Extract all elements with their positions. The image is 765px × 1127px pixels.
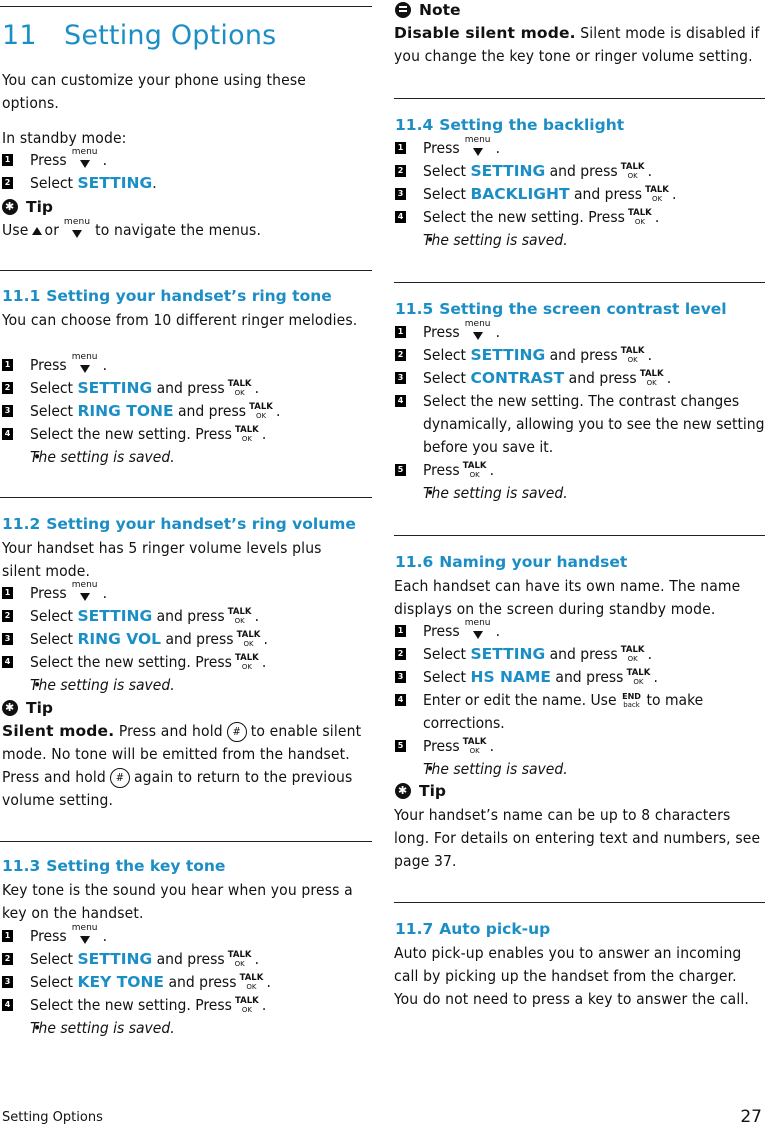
saved-note: • The setting is saved.: [0, 1017, 372, 1040]
menu-key-icon: menu: [70, 584, 100, 604]
section-11-3-steps: [0, 922, 372, 1040]
talk-ok-key-icon: TALK OK: [620, 161, 645, 180]
talk-ok-key-icon: TALK OK: [235, 424, 259, 443]
section-rule: [394, 282, 765, 283]
step: 2 Select SETTING and press TALK OK .: [393, 160, 765, 183]
section-11-6-tip-heading: ✱ Tip: [395, 782, 446, 800]
chapter-number: 11: [2, 20, 37, 51]
note-icon: [395, 2, 411, 18]
section-11-1-desc: You can choose from 10 different ringer melodies.: [2, 311, 358, 329]
step: 1 Press menu .: [393, 620, 765, 643]
section-11-7-desc: Auto pick-up enables you to answer an incoming call by picking up the handset from the charger. You do not need to press a key to answer the call.: [394, 944, 749, 1008]
talk-ok-key-icon: TALK OK: [645, 184, 669, 203]
step: 2 Select SETTING and press TALK OK .: [0, 948, 372, 971]
talk-ok-key-icon: TALK OK: [235, 995, 259, 1014]
saved-note: • The setting is saved.: [393, 229, 765, 252]
section-rule: [394, 98, 765, 99]
section-11-5-title: 11.5 Setting the screen contrast level: [395, 300, 727, 318]
section-rule: [394, 902, 765, 903]
talk-ok-key-icon: TALK OK: [628, 207, 652, 226]
note-text: Disable silent mode. Silent mode is disabled if you change the key tone or ringer volume setting.: [394, 24, 760, 65]
section-11-3-title: 11.3 Setting the key tone: [2, 857, 226, 875]
menu-key-icon: menu: [463, 139, 493, 159]
tip-icon: [395, 783, 411, 799]
saved-note: • The setting is saved.: [393, 482, 765, 505]
up-arrow-icon: [32, 227, 42, 235]
footer-section-name: Setting Options: [2, 1110, 103, 1125]
saved-note: • The setting is saved.: [393, 758, 765, 781]
section-11-7-title: 11.7 Auto pick-up: [395, 920, 551, 938]
step: 4 Select the new setting. Press TALK OK .: [393, 206, 765, 229]
section-rule: [394, 535, 765, 536]
hash-key-icon: #: [110, 768, 130, 788]
talk-ok-key-icon: TALK OK: [249, 401, 273, 420]
chapter-rule: [0, 6, 372, 7]
section-11-2-tip-text: Silent mode. Press and hold # to enable silent mode. No tone will be emitted from the handset. Press and hold # again to return to the previous volume setting.: [2, 722, 362, 809]
intro-steps: [0, 146, 372, 195]
section-11-2-title: 11.2 Setting your handset’s ring volume: [2, 515, 356, 533]
section-11-3-desc: Key tone is the sound you hear when you press a key on the handset.: [2, 881, 353, 922]
step: 5 Press TALK OK .: [393, 735, 765, 758]
section-11-2-steps: [0, 579, 372, 697]
talk-ok-key-icon: TALK OK: [462, 736, 487, 755]
talk-ok-key-icon: TALK OK: [227, 378, 252, 397]
section-11-1-steps: [0, 351, 372, 469]
talk-ok-key-icon: TALK OK: [235, 652, 259, 671]
step: 5 Press TALK OK .: [393, 459, 765, 482]
standby-label: In standby mode:: [2, 129, 127, 147]
section-11-6-title: 11.6 Naming your handset: [395, 553, 628, 571]
section-rule: [0, 841, 372, 842]
talk-ok-key-icon: TALK OK: [462, 460, 487, 479]
menu-key-icon: menu: [463, 622, 493, 642]
section-11-1-title: 11.1 Setting your handset’s ring tone: [2, 287, 332, 305]
menu-key-icon: menu: [70, 927, 100, 947]
section-11-2-tip-heading: ✱ Tip: [2, 699, 53, 717]
intro-step-2: 2 Select SETTING.: [0, 172, 372, 195]
saved-note: • The setting is saved.: [0, 446, 372, 469]
step: 1 Press menu .: [393, 137, 765, 160]
menu-key-icon: menu: [70, 151, 100, 171]
section-11-4-title: 11.4 Setting the backlight: [395, 116, 625, 134]
talk-ok-key-icon: TALK OK: [626, 667, 651, 686]
step: 3 Select RING TONE and press TALK OK .: [0, 400, 372, 423]
menu-key-icon: menu: [62, 221, 92, 241]
menu-key-icon: menu: [463, 323, 493, 343]
step: 2 Select SETTING and press TALK OK .: [0, 605, 372, 628]
step: 1 Press menu .: [0, 354, 372, 377]
step: 1 Press menu .: [0, 925, 372, 948]
chapter-title-text: Setting Options: [64, 20, 277, 51]
hash-key-icon: #: [227, 722, 247, 742]
step: 3 Select CONTRAST and press TALK OK .: [393, 367, 765, 390]
step: 4 Select the new setting. The contrast changes dynamically, allowing you to see the new setting before you save it.: [393, 390, 765, 459]
step: 3 Select HS NAME and press TALK OK .: [393, 666, 765, 689]
intro-tip-heading: ✱ Tip: [2, 198, 53, 216]
step: 3 Select KEY TONE and press TALK OK .: [0, 971, 372, 994]
step: 4 Select the new setting. Press TALK OK .: [0, 994, 372, 1017]
step: 4 Select the new setting. Press TALK OK .: [0, 651, 372, 674]
talk-ok-key-icon: TALK OK: [639, 368, 664, 387]
step: 2 Select SETTING and press TALK OK .: [0, 377, 372, 400]
step: 4 Select the new setting. Press TALK OK .: [0, 423, 372, 446]
talk-ok-key-icon: TALK OK: [620, 345, 645, 364]
intro-step-1: 1 Press menu .: [0, 149, 372, 172]
saved-note: • The setting is saved.: [0, 674, 372, 697]
chapter-title: [2, 20, 276, 51]
step: 3 Select BACKLIGHT and press TALK OK .: [393, 183, 765, 206]
step: 4 Enter or edit the name. Use END back to make corrections.: [393, 689, 765, 735]
end-back-key-icon: END back: [622, 691, 641, 709]
talk-ok-key-icon: TALK OK: [239, 972, 264, 991]
step: 1 Press menu .: [0, 582, 372, 605]
step: 3 Select RING VOL and press TALK OK .: [0, 628, 372, 651]
talk-ok-key-icon: TALK OK: [236, 629, 261, 648]
talk-ok-key-icon: TALK OK: [620, 644, 645, 663]
menu-key-icon: menu: [70, 356, 100, 376]
step: 1 Press menu .: [393, 321, 765, 344]
step: 2 Select SETTING and press TALK OK .: [393, 643, 765, 666]
section-11-6-steps: [393, 617, 765, 781]
intro-tip-text: Use or menu to navigate the menus.: [2, 216, 262, 239]
talk-ok-key-icon: TALK OK: [227, 606, 252, 625]
section-11-4-steps: [393, 134, 765, 252]
section-11-6-tip-text: Your handset’s name can be up to 8 characters long. For details on entering text and numbers, see page 37.: [394, 806, 761, 870]
page-number: 27: [740, 1107, 762, 1127]
section-rule: [0, 497, 372, 498]
tip-icon: [2, 199, 18, 215]
tip-icon: [2, 700, 18, 716]
intro-text: You can customize your phone using these options.: [2, 71, 306, 112]
note-heading: Note: [395, 1, 461, 19]
section-11-5-steps: [393, 318, 765, 505]
section-rule: [0, 270, 372, 271]
step: 2 Select SETTING and press TALK OK .: [393, 344, 765, 367]
talk-ok-key-icon: TALK OK: [227, 949, 252, 968]
section-11-6-desc: Each handset can have its own name. The name displays on the screen during standby mode.: [394, 577, 741, 618]
section-11-2-desc: Your handset has 5 ringer volume levels plus silent mode.: [2, 539, 322, 580]
